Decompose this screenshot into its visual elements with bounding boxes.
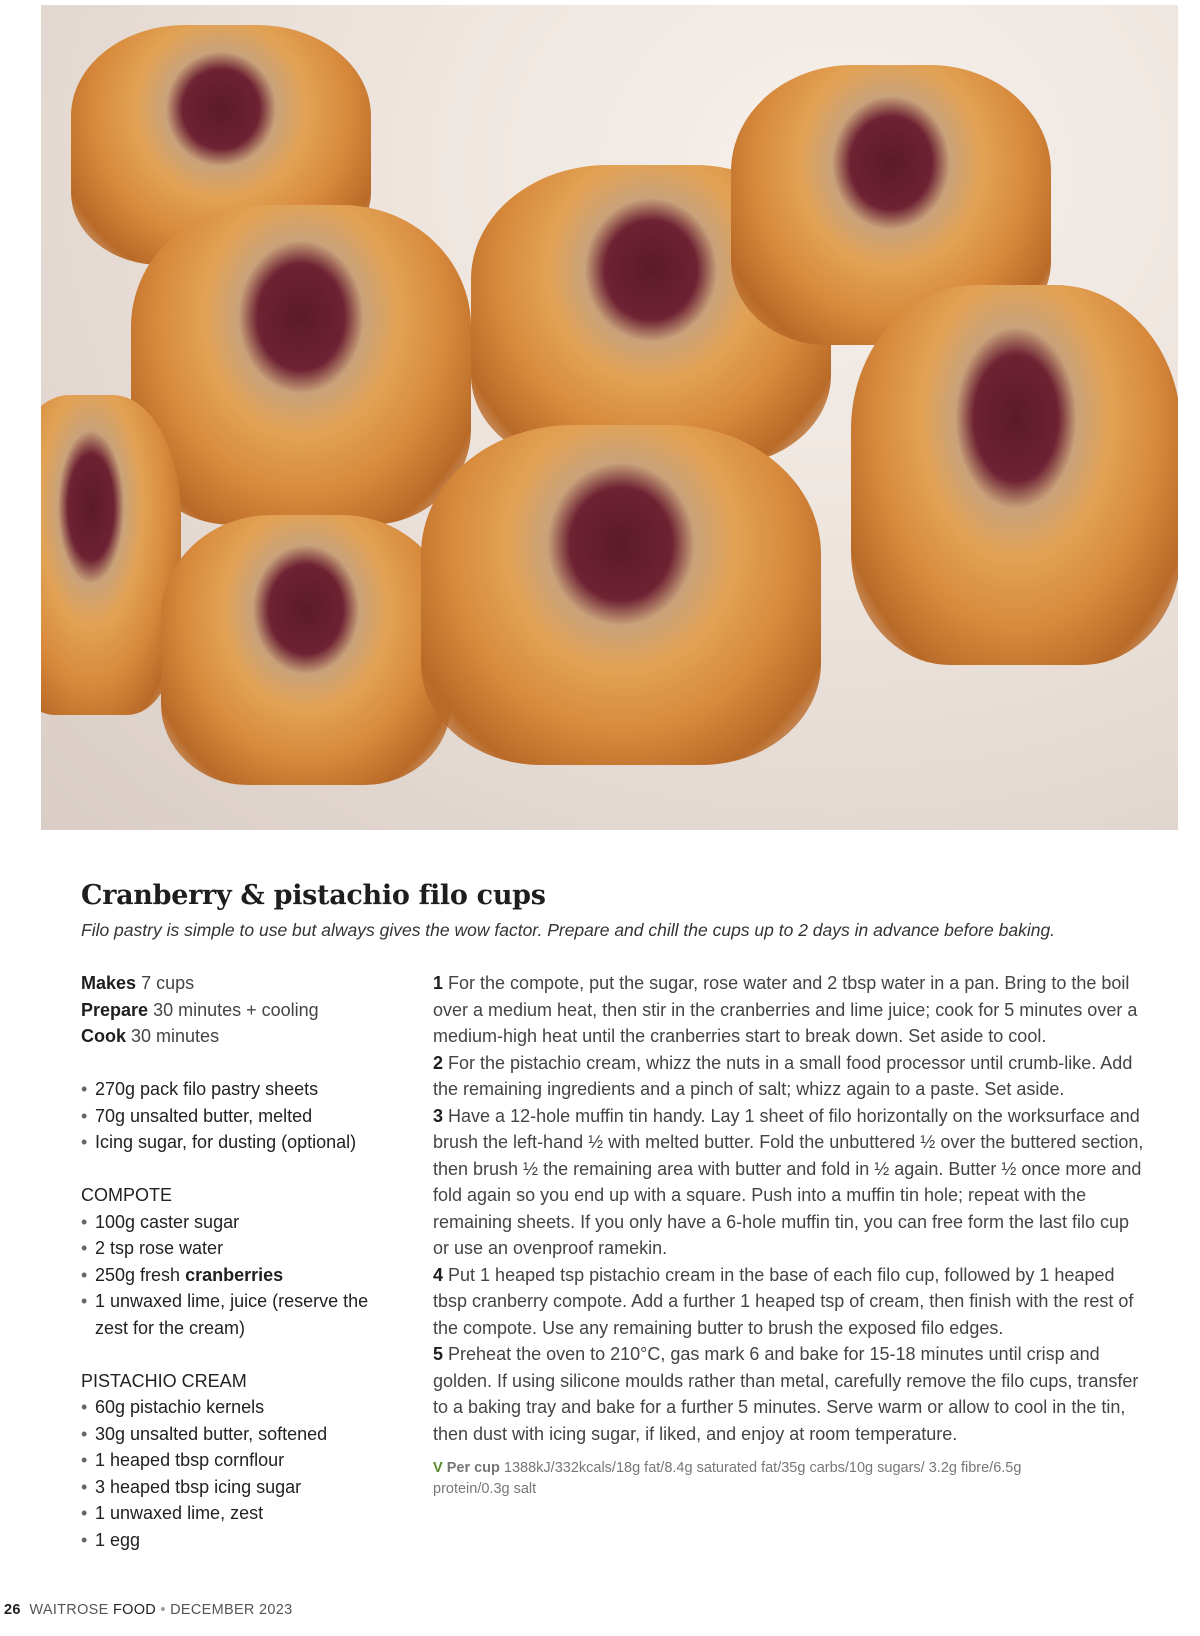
ingredient: • 1 unwaxed lime, juice (reserve the zest for the cream) <box>81 1288 401 1341</box>
ingredient: • 270g pack filo pastry sheets <box>81 1076 401 1103</box>
nutrition-label: Per cup <box>446 1460 500 1476</box>
pistachio-list <box>81 1368 401 1554</box>
pistachio-heading: PISTACHIO CREAM <box>81 1370 247 1391</box>
ingredient: • Icing sugar, for dusting (optional) <box>81 1129 401 1156</box>
ingredients-column <box>81 970 401 1553</box>
nutrition-info <box>433 1458 1053 1500</box>
compote-list <box>81 1182 401 1341</box>
ingredient: • 3 heaped tbsp icing sugar <box>81 1474 401 1501</box>
method-step: 2 For the pistachio cream, whizz the nuts in a small food processor until crumb-like. Add the remaining ingredients and a pinch of salt; whizz again to a paste. Set aside. <box>433 1052 1133 1099</box>
meta-makes: Makes 7 cups <box>81 973 195 993</box>
footer-separator: • <box>160 1602 166 1618</box>
method-column <box>433 970 1145 1447</box>
meta-prepare: Prepare 30 minutes + cooling <box>81 999 319 1020</box>
ingredient: • 1 egg <box>81 1527 401 1554</box>
brand-name-bold: FOOD <box>112 1602 157 1618</box>
recipe-title: Cranberry & pistachio filo cups <box>81 880 546 911</box>
ingredient: • 250g fresh cranberries <box>81 1262 401 1289</box>
meta-cook: Cook 30 minutes <box>81 1026 220 1046</box>
ingredient: • 30g unsalted butter, softened <box>81 1421 401 1448</box>
ingredient: • 100g caster sugar <box>81 1209 401 1236</box>
page-footer <box>4 1602 293 1618</box>
method-step: 4 Put 1 heaped tsp pistachio cream in the base of each filo cup, followed by 1 heaped tbsp cranberry compote. Add a further 1 heaped tsp of cream, then finish with the rest of the compote. Use any remaining butter to brush the exposed filo edges. <box>433 1264 1134 1338</box>
ingredients-list <box>81 1076 401 1156</box>
ingredient: • 70g unsalted butter, melted <box>81 1103 401 1130</box>
compote-heading: COMPOTE <box>81 1185 173 1205</box>
issue-date: DECEMBER 2023 <box>170 1602 293 1618</box>
recipe-intro: Filo pastry is simple to use but always gives the wow factor. Prepare and chill the cups up to 2 days in advance before baking. <box>81 920 1056 940</box>
ingredient: • 1 heaped tbsp cornflour <box>81 1447 401 1474</box>
ingredient: • 2 tsp rose water <box>81 1235 401 1262</box>
brand-name: WAITROSE <box>29 1602 109 1618</box>
recipe-photo <box>41 5 1178 830</box>
method-step: 3 Have a 12-hole muffin tin handy. Lay 1 sheet of filo horizontally on the worksurface and brush the left-hand ½ with melted butter. Fold the unbuttered ½ over the buttered section, then brush ½ the remaining area with butter and fold in ½ again. Butter ½ once more and fold again so you end up with a square. Push into a muffin tin hole; repeat with the remaining sheets. If you only have a 6-hole muffin tin, you can free form the last filo cup or use an ovenproof ramekin. <box>433 1105 1144 1258</box>
page-number: 26 <box>4 1602 21 1618</box>
vegetarian-badge: V <box>433 1460 443 1476</box>
method-step: 1 For the compote, put the sugar, rose water and 2 tbsp water in a pan. Bring to the boil over a medium heat, then stir in the cranberries and lime juice; cook for 5 minutes over a medium-high heat until the cranberries start to break down. Set aside to cool. <box>433 973 1138 1046</box>
ingredient: • 1 unwaxed lime, zest <box>81 1500 401 1527</box>
ingredient: • 60g pistachio kernels <box>81 1394 401 1421</box>
method-step: 5 Preheat the oven to 210°C, gas mark 6 and bake for 15-18 minutes until crisp and golden. If using silicone moulds rather than metal, carefully remove the filo cups, transfer to a baking tray and bake for a further 5 minutes. Serve warm or allow to cool in the tin, then dust with icing sugar, if liked, and enjoy at room temperature. <box>433 1344 1139 1444</box>
nutrition-values: 1388kJ/332kcals/18g fat/8.4g saturated fat/35g carbs/10g sugars/ 3.2g fibre/6.5g protein/0.3g salt <box>433 1460 1022 1497</box>
